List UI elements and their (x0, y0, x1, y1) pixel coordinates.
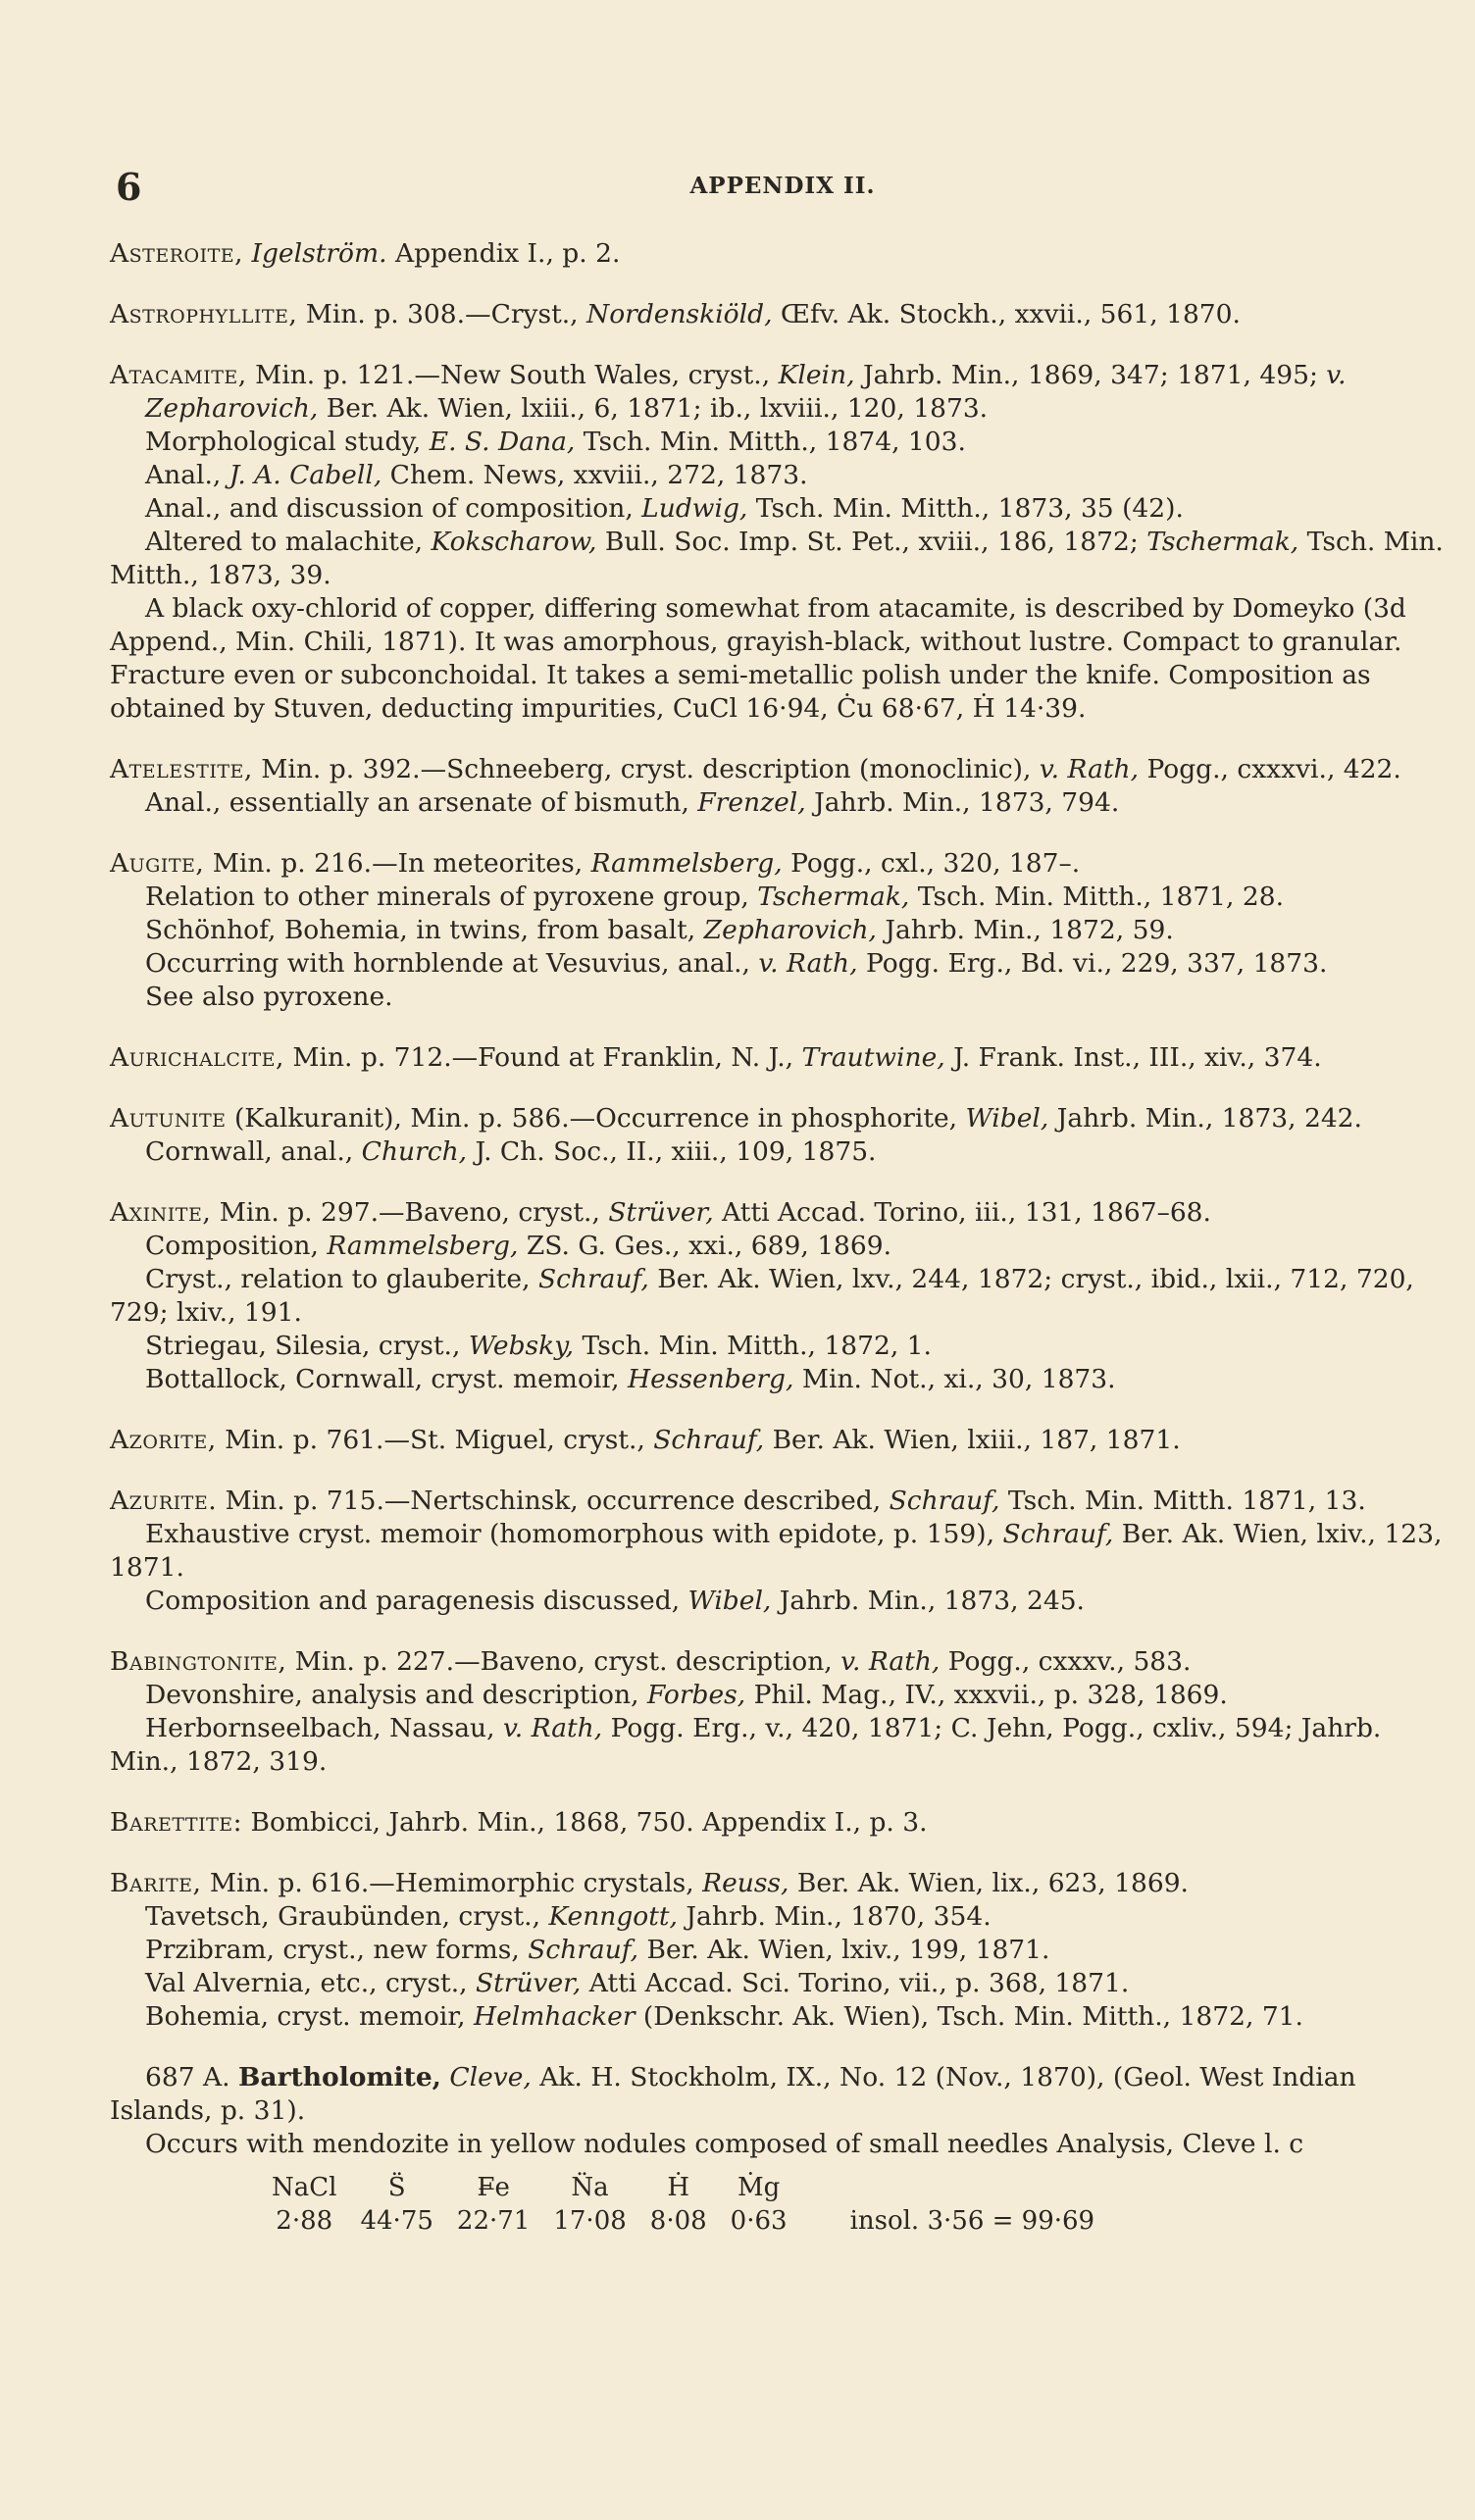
author: Forbes, (646, 1680, 746, 1710)
mineral-name: Atelestite, (110, 754, 253, 784)
entry-text: Jahrb. Min., 1869, 347; 1871, 495; (854, 360, 1327, 390)
entry-azorite (110, 1424, 1449, 1457)
entry-text: Cryst., relation to glauberite, (145, 1264, 538, 1294)
author: Zepharovich, (703, 915, 877, 945)
entry-text: Pogg. Erg., Bd. vi., 229, 337, 1873. (857, 948, 1328, 979)
entry-atelestite (110, 753, 1449, 820)
entry-text: Anal., essentially an arsenate of bismuth, (145, 787, 698, 818)
author: Schrauf, (1002, 1519, 1114, 1549)
entry-text: Jahrb. Min., 1873, 794. (805, 787, 1120, 818)
mineral-name: Astrophyllite, (110, 299, 298, 329)
entry-text: Striegau, Silesia, cryst., (145, 1331, 469, 1361)
entry-text: Composition and paragenesis discussed, (145, 1586, 688, 1616)
entry-text: Val Alvernia, etc., cryst., (145, 1968, 476, 1998)
entry-text: Chem. News, xxviii., 272, 1873. (381, 460, 808, 490)
author: Hessenberg, (627, 1364, 794, 1394)
analysis-header: S̈ (387, 2173, 406, 2202)
entry-text: Min. p. 616.—Hemimorphic crystals, (201, 1868, 703, 1898)
author: Reuss, (702, 1868, 789, 1898)
entry-text: Min. p. 121.—New South Wales, cryst., (246, 360, 779, 390)
author: Schrauf, (889, 1486, 1000, 1516)
entry-number: 687 A. (145, 2062, 230, 2092)
entry-text: Ber. Ak. Wien, lxv., 244, 1872; cryst., ibid., lxii., 712, 720, 729; lxiv., 191. (110, 1264, 1414, 1328)
entry-text: Pogg., cxxxv., 583. (940, 1646, 1192, 1677)
analysis-value: 44·75 (360, 2206, 433, 2236)
author: Websky, (468, 1331, 575, 1361)
entry-text: See also pyroxene. (145, 982, 393, 1012)
entry-text: Jahrb. Min., 1872, 59. (876, 915, 1174, 945)
mineral-name: Babingtonite, (110, 1646, 287, 1677)
author: Strüver, (475, 1968, 582, 1998)
entry-text: Tavetsch, Graubünden, cryst., (145, 1901, 549, 1932)
entry-text: Tsch. Min. Mitth., 1873, 39. (110, 527, 1444, 590)
entry-text: Appendix I., p. 2. (386, 238, 621, 269)
entry-text: Exhaustive cryst. memoir (homomorphous with epidote, p. 159), (145, 1519, 1003, 1549)
entry-text: Min. p. 712.—Found at Franklin, N. J., (283, 1042, 802, 1073)
analysis-table (272, 2171, 1118, 2238)
author: Helmhacker (473, 2001, 636, 2032)
page-number: 6 (116, 165, 142, 209)
entry-text: Anal., and discussion of composition, (145, 493, 642, 524)
entry-paragraph: A black oxy-chlorid of copper, differing somewhat from atacamite, is described by Domeyko (3d Append., Min. Chili, 1871). It was amorphous, grayish-black, without lustre. Compact to granular. Fracture even or subconchoidal. It takes a semi-metallic polish under the knife. Composition as obtained by Stuven, deducting impurities, CuCl 16·94, Ċu 68·67, Ḣ 14·39. (110, 593, 1406, 724)
author: Tschermak, (757, 882, 910, 912)
author-prefix: v. (758, 948, 779, 979)
page-body (110, 237, 1449, 2265)
analysis-total: insol. 3·56 = 99·69 (849, 2206, 1095, 2236)
entry-text: Bull. Soc. Imp. St. Pet., xviii., 186, 1872; (596, 527, 1147, 557)
entry-text: Przibram, cryst., new forms, (145, 1935, 529, 1965)
entry-text: Ber. Ak. Wien, lxiii., 187, 1871. (764, 1425, 1181, 1455)
entry-text: Ber. Ak. Wien, lix., 623, 1869. (788, 1868, 1189, 1898)
entry-text: Bombicci, Jahrb. Min., 1868, 750. Appendix I., p. 3. (242, 1807, 928, 1838)
entry-babingtonite (110, 1645, 1449, 1779)
entry-text: Min. p. 761.—St. Miguel, cryst., (216, 1425, 654, 1455)
mineral-name: Augite, (110, 848, 205, 879)
author: Klein, (778, 360, 855, 390)
entry-text: Tsch. Min. Mitth., 1874, 103. (575, 427, 966, 457)
author: Church, (361, 1136, 468, 1167)
analysis-value-row (272, 2204, 1118, 2238)
author: Wibel, (687, 1586, 772, 1616)
author: Rammelsberg, (590, 848, 783, 879)
entry-text: Pogg. Erg., v., 420, 1871; C. Jehn, Pogg., cxliv., 594; Jahrb. Min., 1872, 319. (110, 1713, 1382, 1777)
analysis-header: F̶e (477, 2173, 510, 2202)
author: Schrauf, (537, 1264, 649, 1294)
entry-text: Composition, (145, 1231, 328, 1261)
entry-text: Occurring with hornblende at Vesuvius, anal., (145, 948, 759, 979)
mineral-name: Azorite, (110, 1425, 217, 1455)
page-header (116, 165, 1450, 209)
author: Rath, (1059, 754, 1140, 784)
entry-text: Morphological study, (145, 427, 430, 457)
author: J. A. Cabell, (229, 460, 382, 490)
author: Kenngott, (548, 1901, 678, 1932)
entry-text: Tsch. Min. Mitth. 1871, 13. (999, 1486, 1366, 1516)
entry-text: Min. p. 297.—Baveno, cryst., (211, 1197, 609, 1228)
entry-text: Ber. Ak. Wien, lxiv., 199, 1871. (638, 1935, 1050, 1965)
mineral-name: Bartholomite, (238, 2062, 441, 2092)
entry-text: ZS. G. Ges., xxi., 689, 1869. (518, 1231, 892, 1261)
analysis-value: 0·63 (730, 2206, 788, 2236)
entry-text: Jahrb. Min., 1870, 354. (677, 1901, 992, 1932)
entry-aurichalcite (110, 1041, 1449, 1075)
analysis-header: Ṁg (737, 2173, 781, 2202)
mineral-name: Axinite, (110, 1197, 212, 1228)
entry-azurite (110, 1485, 1449, 1618)
mineral-name: Barettite: (110, 1807, 243, 1838)
author: Igelström. (251, 238, 387, 269)
author: Nordenskiöld, (586, 299, 773, 329)
entry-astrophyllite (110, 298, 1449, 331)
entry-text: J. Ch. Soc., II., xiii., 109, 1875. (467, 1136, 877, 1167)
entry-asteroite (110, 237, 1449, 271)
entry-text: Altered to malachite, (145, 527, 432, 557)
entry-text: Jahrb. Min., 1873, 245. (771, 1586, 1085, 1616)
entry-text: Min. p. 392.—Schneeberg, cryst. description (monoclinic), (252, 754, 1040, 784)
mineral-name: Barite, (110, 1868, 202, 1898)
entry-text: Herbornseelbach, Nassau, (145, 1713, 503, 1743)
entry-text: Atti Accad. Torino, iii., 131, 1867–68. (713, 1197, 1211, 1228)
entry-text: Ber. Ak. Wien, lxiii., 6, 1871; ib., lxviii., 120, 1873. (318, 393, 989, 424)
analysis-header: Ḣ (667, 2173, 690, 2202)
author: Frenzel, (697, 787, 806, 818)
author: Rammelsberg, (327, 1231, 519, 1261)
entry-text: Jahrb. Min., 1873, 242. Cornwall, anal., (145, 1103, 1362, 1167)
mineral-name: Autunite (110, 1103, 227, 1134)
entry-barite (110, 1867, 1449, 2034)
entry-augite (110, 847, 1449, 1014)
author: E. S. Dana, (429, 427, 576, 457)
entry-text: Schönhof, Bohemia, in twins, from basalt, (145, 915, 704, 945)
mineral-name: Aurichalcite, (110, 1042, 284, 1073)
author: Schrauf, (528, 1935, 639, 1965)
entry-text: Ber. Ak. Wien, lxiv., 123, 1871. (110, 1519, 1443, 1583)
entry-text: Bottallock, Cornwall, cryst. memoir, (145, 1364, 628, 1394)
entry-barettite (110, 1806, 1449, 1840)
author: Schrauf, (653, 1425, 765, 1455)
entry-text: Ak. H. Stockholm, IX., No. 12 (Nov., 1870), (Geol. West Indian Islands, p. 31). (110, 2062, 1356, 2126)
author: Wibel, (965, 1103, 1049, 1134)
analysis-header: NaCl (272, 2173, 337, 2202)
author: Strüver, (608, 1197, 714, 1228)
entry-text: Bohemia, cryst. memoir, (145, 2001, 474, 2032)
running-title: APPENDIX II. (689, 173, 876, 199)
author: Rath, (860, 1646, 941, 1677)
entry-text: J. Frank. Inst., III., xiv., 374. (944, 1042, 1322, 1073)
entry-bartholomite (110, 2061, 1449, 2238)
entry-text: Occurs with mendozite in yellow nodules composed of small needles Analysis, Cleve l. c (145, 2129, 1304, 2159)
entry-text: Pogg., cxl., 320, 187–. (782, 848, 1081, 879)
author-prefix: v. (1326, 360, 1347, 390)
author: Rath, (523, 1713, 603, 1743)
analysis-value: 2·88 (276, 2206, 333, 2236)
author: Tschermak, (1146, 527, 1299, 557)
entry-text: Anal., (145, 460, 229, 490)
mineral-name: Asteroite, (110, 238, 244, 269)
entry-text: Relation to other minerals of pyroxene group, (145, 882, 758, 912)
entry-axinite (110, 1196, 1449, 1396)
entry-text: (Kalkuranit), Min. p. 586.—Occurrence in phosphorite, (226, 1103, 966, 1134)
entry-text: Min. p. 715.—Nertschinsk, occurrence described, (217, 1486, 890, 1516)
analysis-header: N̈a (571, 2173, 609, 2202)
entry-atacamite (110, 359, 1449, 726)
entry-text: Min. Not., xi., 30, 1873. (793, 1364, 1116, 1394)
author: Trautwine, (801, 1042, 945, 1073)
entry-text: Atti Accad. Sci. Torino, vii., p. 368, 1871. (581, 1968, 1130, 1998)
entry-text: Phil. Mag., IV., xxxvii., p. 328, 1869. (745, 1680, 1228, 1710)
analysis-value: 17·08 (553, 2206, 627, 2236)
analysis-value: 8·08 (649, 2206, 707, 2236)
mineral-name: Azurite. (110, 1486, 218, 1516)
entry-text: Min. p. 216.—In meteorites, (204, 848, 591, 879)
author: Zepharovich, (145, 393, 319, 424)
author-prefix: v. (840, 1646, 861, 1677)
entry-text: Devonshire, analysis and description, (145, 1680, 647, 1710)
analysis-header-row (272, 2171, 1118, 2204)
mineral-name: Atacamite, (110, 360, 247, 390)
entry-autunite (110, 1102, 1449, 1169)
entry-text: Œfv. Ak. Stockh., xxvii., 561, 1870. (772, 299, 1241, 329)
analysis-value: 22·71 (456, 2206, 531, 2236)
entry-text: Tsch. Min. Mitth., 1873, 35 (42). (747, 493, 1184, 524)
entry-text: (Denkschr. Ak. Wien), Tsch. Min. Mitth., 1872, 71. (635, 2001, 1303, 2032)
author: Rath, (778, 948, 858, 979)
author-prefix: v. (502, 1713, 524, 1743)
entry-text: Min. p. 227.—Baveno, cryst. description, (286, 1646, 841, 1677)
entry-text: Pogg., cxxxvi., 422. (1139, 754, 1401, 784)
author: Kokscharow, (431, 527, 597, 557)
author: Ludwig, (641, 493, 748, 524)
author: Cleve, (449, 2062, 532, 2092)
entry-text: Min. p. 308.—Cryst., (297, 299, 587, 329)
entry-text: Tsch. Min. Mitth., 1872, 1. (574, 1331, 932, 1361)
entry-text: Tsch. Min. Mitth., 1871, 28. (909, 882, 1285, 912)
author-prefix: v. (1039, 754, 1060, 784)
